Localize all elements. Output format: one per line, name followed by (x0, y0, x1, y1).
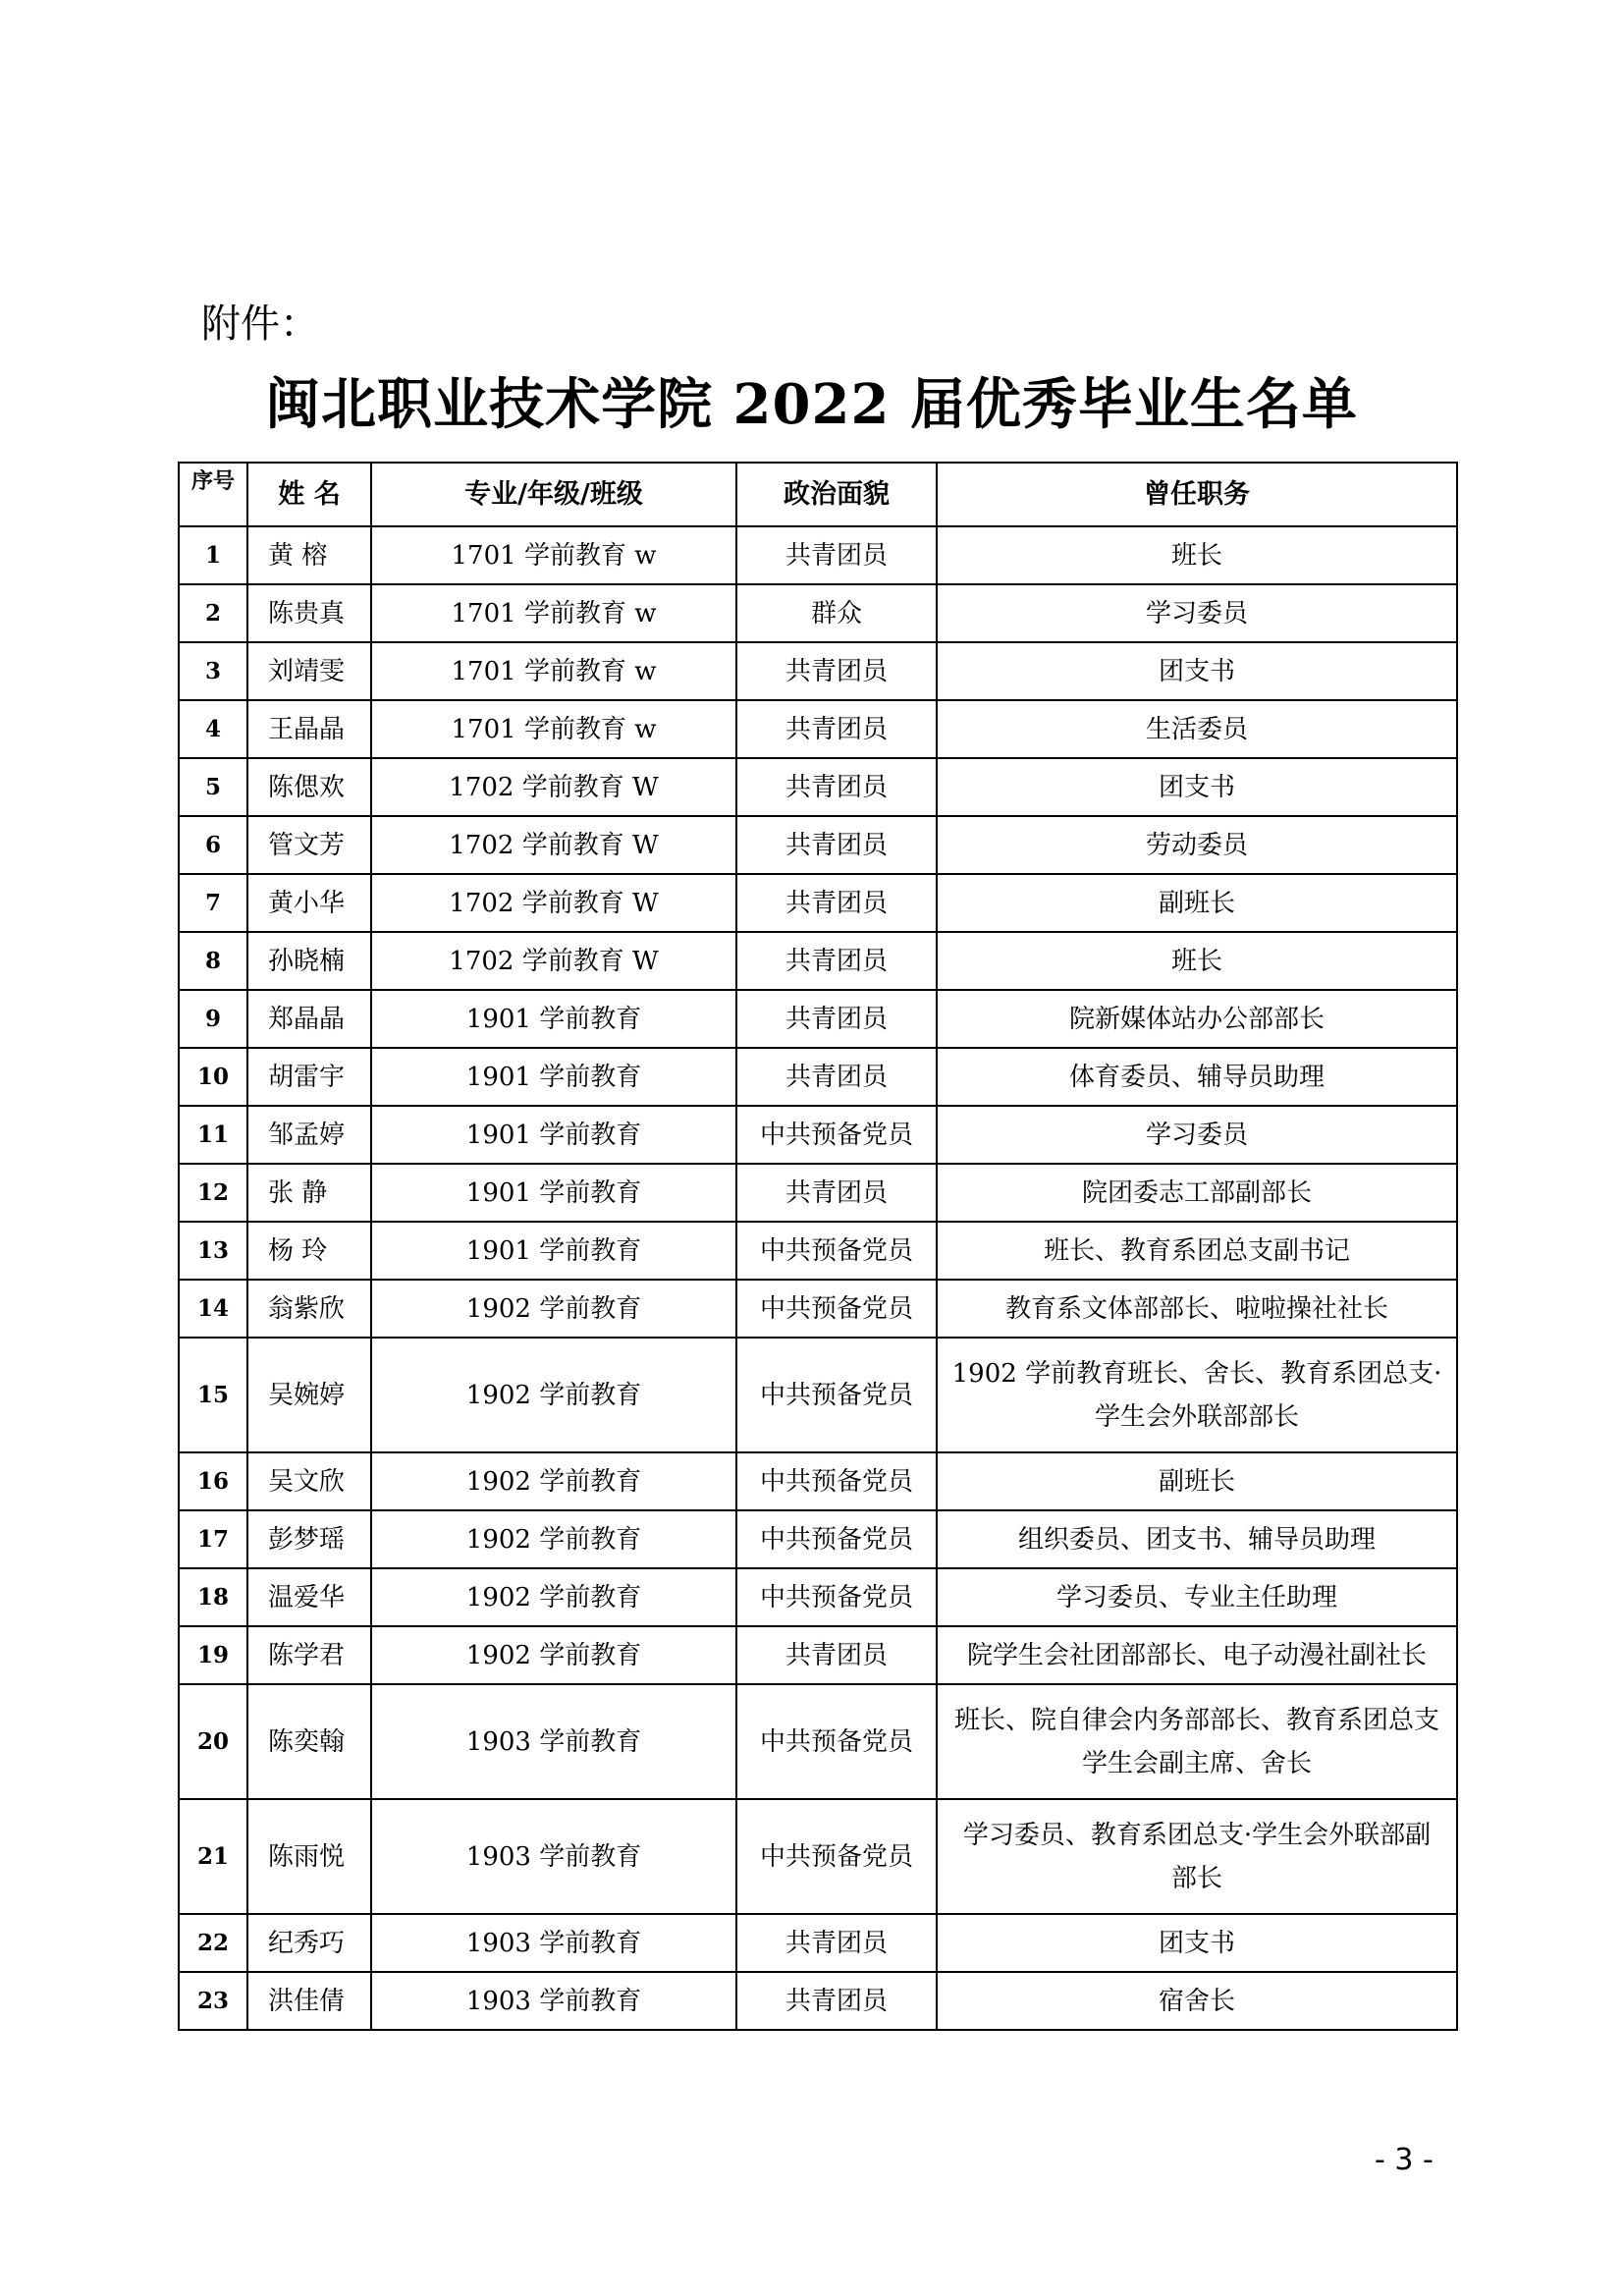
cell-class: 1902 学前教育 (371, 1338, 736, 1452)
cell-former-duty: 劳动委员 (937, 816, 1457, 874)
cell-number: 20 (179, 1684, 247, 1799)
cell-number: 14 (179, 1280, 247, 1338)
cell-number: 10 (179, 1048, 247, 1106)
cell-number: 2 (179, 584, 247, 642)
cell-class: 1702 学前教育 W (371, 758, 736, 816)
header-former-duty: 曾任职务 (937, 463, 1457, 526)
cell-class: 1701 学前教育 w (371, 584, 736, 642)
cell-class: 1903 学前教育 (371, 1684, 736, 1799)
attachment-label: 附件： (201, 301, 319, 347)
header-number: 序号 (179, 463, 247, 526)
cell-former-duty: 体育委员、辅导员助理 (937, 1048, 1457, 1106)
cell-former-duty: 团支书 (937, 758, 1457, 816)
cell-political-status: 共青团员 (736, 932, 937, 990)
cell-number: 13 (179, 1222, 247, 1280)
cell-name: 郑晶晶 (247, 990, 371, 1048)
cell-class: 1901 学前教育 (371, 1222, 736, 1280)
cell-name: 陈偲欢 (247, 758, 371, 816)
cell-name: 翁紫欣 (247, 1280, 371, 1338)
table-row (179, 1338, 1457, 1452)
table-row (179, 1222, 1457, 1280)
cell-number: 16 (179, 1452, 247, 1510)
cell-former-duty: 团支书 (937, 1914, 1457, 1972)
cell-number: 17 (179, 1510, 247, 1568)
cell-name: 纪秀巧 (247, 1914, 371, 1972)
cell-number: 9 (179, 990, 247, 1048)
cell-former-duty: 生活委员 (937, 700, 1457, 758)
cell-former-duty: 学习委员、教育系团总支·学生会外联部副部长 (937, 1799, 1457, 1914)
cell-class: 1701 学前教育 w (371, 526, 736, 584)
cell-name: 陈贵真 (247, 584, 371, 642)
cell-political-status: 共青团员 (736, 526, 937, 584)
cell-political-status: 共青团员 (736, 990, 937, 1048)
cell-political-status: 中共预备党员 (736, 1106, 937, 1164)
cell-political-status: 中共预备党员 (736, 1338, 937, 1452)
table-row (179, 700, 1457, 758)
cell-former-duty: 副班长 (937, 1452, 1457, 1510)
cell-political-status: 共青团员 (736, 874, 937, 932)
cell-former-duty: 组织委员、团支书、辅导员助理 (937, 1510, 1457, 1568)
cell-former-duty: 院新媒体站办公部部长 (937, 990, 1457, 1048)
cell-number: 15 (179, 1338, 247, 1452)
cell-class: 1901 学前教育 (371, 990, 736, 1048)
page-number: - 3 - (1375, 2143, 1434, 2177)
cell-former-duty: 学习委员 (937, 584, 1457, 642)
cell-name: 黄 榕 (247, 526, 371, 584)
cell-political-status: 共青团员 (736, 1626, 937, 1684)
cell-name: 陈雨悦 (247, 1799, 371, 1914)
cell-former-duty: 院学生会社团部部长、电子动漫社副社长 (937, 1626, 1457, 1684)
cell-name: 杨 玲 (247, 1222, 371, 1280)
cell-number: 21 (179, 1799, 247, 1914)
cell-former-duty: 学习委员 (937, 1106, 1457, 1164)
cell-former-duty: 学习委员、专业主任助理 (937, 1568, 1457, 1626)
cell-political-status: 共青团员 (736, 816, 937, 874)
cell-name: 胡雷宇 (247, 1048, 371, 1106)
cell-class: 1902 学前教育 (371, 1452, 736, 1510)
table-row (179, 584, 1457, 642)
cell-name: 陈学君 (247, 1626, 371, 1684)
cell-name: 管文芳 (247, 816, 371, 874)
cell-name: 王晶晶 (247, 700, 371, 758)
table-row (179, 990, 1457, 1048)
cell-political-status: 中共预备党员 (736, 1452, 937, 1510)
cell-class: 1902 学前教育 (371, 1280, 736, 1338)
table-row (179, 1972, 1457, 2030)
cell-name: 吴婉婷 (247, 1338, 371, 1452)
cell-number: 19 (179, 1626, 247, 1684)
cell-political-status: 共青团员 (736, 1972, 937, 2030)
document-title: 闽北职业技术学院 2022 届优秀毕业生名单 (265, 372, 1358, 437)
cell-class: 1702 学前教育 W (371, 932, 736, 990)
cell-name: 孙晓楠 (247, 932, 371, 990)
cell-name: 陈奕翰 (247, 1684, 371, 1799)
table-row (179, 526, 1457, 584)
header-class: 专业/年级/班级 (371, 463, 736, 526)
cell-class: 1903 学前教育 (371, 1799, 736, 1914)
cell-number: 6 (179, 816, 247, 874)
cell-former-duty: 副班长 (937, 874, 1457, 932)
table-row (179, 932, 1457, 990)
header-name: 姓 名 (247, 463, 371, 526)
cell-number: 12 (179, 1164, 247, 1222)
cell-name: 张 静 (247, 1164, 371, 1222)
cell-political-status: 群众 (736, 584, 937, 642)
cell-class: 1901 学前教育 (371, 1164, 736, 1222)
cell-political-status: 中共预备党员 (736, 1510, 937, 1568)
cell-number: 7 (179, 874, 247, 932)
table-row (179, 1568, 1457, 1626)
cell-political-status: 共青团员 (736, 758, 937, 816)
cell-number: 8 (179, 932, 247, 990)
table-body (179, 526, 1457, 2030)
cell-class: 1702 学前教育 W (371, 874, 736, 932)
cell-political-status: 共青团员 (736, 1048, 937, 1106)
cell-class: 1903 学前教育 (371, 1914, 736, 1972)
cell-former-duty: 团支书 (937, 642, 1457, 700)
table-row (179, 874, 1457, 932)
cell-number: 5 (179, 758, 247, 816)
header-political-status: 政治面貌 (736, 463, 937, 526)
cell-political-status: 共青团员 (736, 700, 937, 758)
table-row (179, 1510, 1457, 1568)
cell-name: 黄小华 (247, 874, 371, 932)
cell-name: 刘靖雯 (247, 642, 371, 700)
table-row (179, 642, 1457, 700)
cell-class: 1902 学前教育 (371, 1510, 736, 1568)
cell-name: 邹孟婷 (247, 1106, 371, 1164)
cell-number: 23 (179, 1972, 247, 2030)
table-row (179, 1684, 1457, 1799)
table-row (179, 1626, 1457, 1684)
table-row (179, 1452, 1457, 1510)
cell-class: 1701 学前教育 w (371, 700, 736, 758)
cell-class: 1901 学前教育 (371, 1048, 736, 1106)
table-row (179, 1106, 1457, 1164)
cell-number: 22 (179, 1914, 247, 1972)
table-row (179, 1914, 1457, 1972)
cell-former-duty: 教育系文体部部长、啦啦操社社长 (937, 1280, 1457, 1338)
table-header-row (179, 463, 1457, 526)
cell-number: 11 (179, 1106, 247, 1164)
cell-name: 温爱华 (247, 1568, 371, 1626)
cell-political-status: 中共预备党员 (736, 1222, 937, 1280)
cell-number: 4 (179, 700, 247, 758)
table-row (179, 1164, 1457, 1222)
cell-name: 彭梦瑶 (247, 1510, 371, 1568)
table-row (179, 1280, 1457, 1338)
cell-former-duty: 班长 (937, 932, 1457, 990)
cell-class: 1702 学前教育 W (371, 816, 736, 874)
cell-class: 1902 学前教育 (371, 1568, 736, 1626)
cell-former-duty: 1902 学前教育班长、舍长、教育系团总支·学生会外联部部长 (937, 1338, 1457, 1452)
cell-number: 18 (179, 1568, 247, 1626)
cell-name: 吴文欣 (247, 1452, 371, 1510)
cell-former-duty: 班长、院自律会内务部部长、教育系团总支学生会副主席、舍长 (937, 1684, 1457, 1799)
cell-class: 1902 学前教育 (371, 1626, 736, 1684)
cell-political-status: 中共预备党员 (736, 1568, 937, 1626)
cell-number: 3 (179, 642, 247, 700)
cell-former-duty: 班长 (937, 526, 1457, 584)
cell-former-duty: 宿舍长 (937, 1972, 1457, 2030)
cell-political-status: 中共预备党员 (736, 1280, 937, 1338)
cell-political-status: 共青团员 (736, 642, 937, 700)
table-row (179, 758, 1457, 816)
cell-political-status: 共青团员 (736, 1914, 937, 1972)
cell-political-status: 共青团员 (736, 1164, 937, 1222)
table-row (179, 1799, 1457, 1914)
cell-former-duty: 院团委志工部副部长 (937, 1164, 1457, 1222)
cell-class: 1903 学前教育 (371, 1972, 736, 2030)
cell-former-duty: 班长、教育系团总支副书记 (937, 1222, 1457, 1280)
cell-political-status: 中共预备党员 (736, 1799, 937, 1914)
cell-class: 1901 学前教育 (371, 1106, 736, 1164)
cell-number: 1 (179, 526, 247, 584)
graduate-roster-table (178, 462, 1458, 2031)
table-row (179, 816, 1457, 874)
cell-political-status: 中共预备党员 (736, 1684, 937, 1799)
cell-class: 1701 学前教育 w (371, 642, 736, 700)
cell-name: 洪佳倩 (247, 1972, 371, 2030)
table-row (179, 1048, 1457, 1106)
